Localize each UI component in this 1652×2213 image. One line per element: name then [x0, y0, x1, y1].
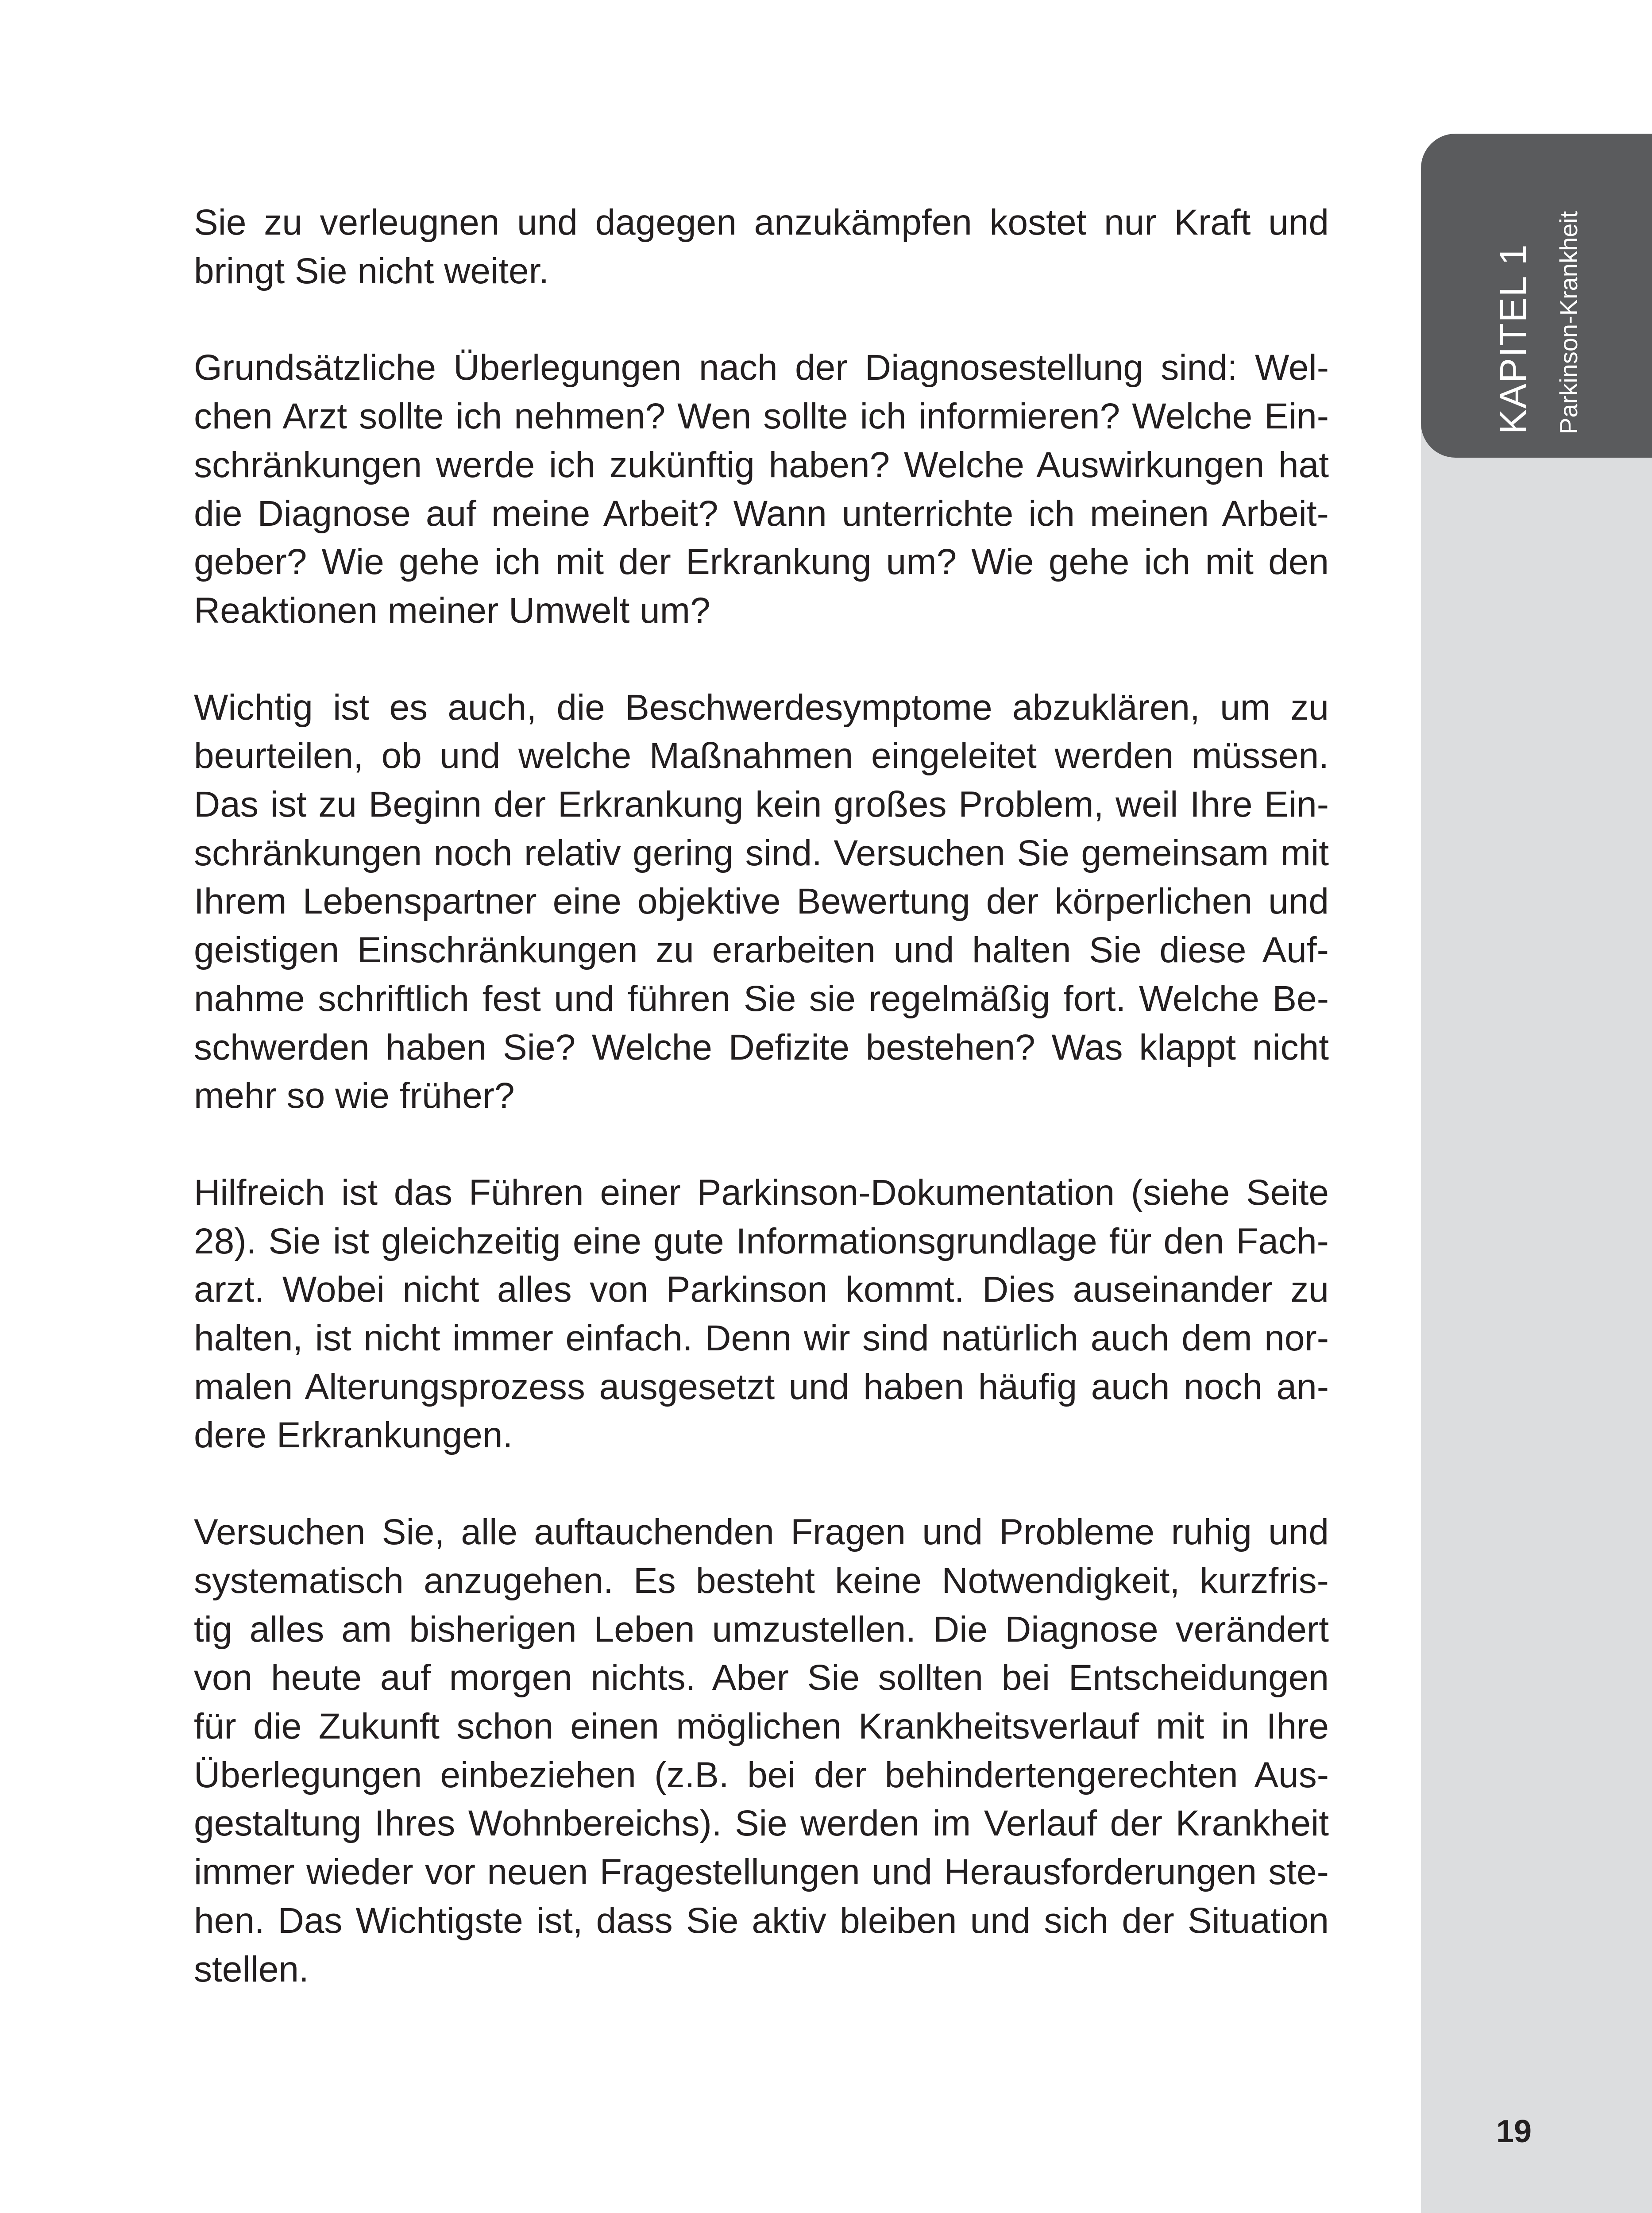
text-line: Wichtig ist es auch, die Beschwerdesymptome abzuklären, um zu — [194, 687, 1329, 728]
text-line: malen Alterungsprozess ausgesetzt und haben häufig auch noch an- — [194, 1366, 1329, 1407]
paragraph-1 — [194, 198, 1329, 295]
text-line: von heute auf morgen nichts. Aber Sie sollten bei Entscheidungen — [194, 1658, 1329, 1698]
chapter-side-tab — [1421, 134, 1652, 2213]
text-line: schwerden haben Sie? Welche Defizite bestehen? Was klappt nicht — [194, 1027, 1329, 1068]
text-line: hen. Das Wichtigste ist, dass Sie aktiv bleiben und sich der Situation — [194, 1900, 1329, 1941]
paragraph-5 — [194, 1508, 1329, 1993]
text-line: nahme schriftlich fest und führen Sie sie regelmäßig fort. Welche Be- — [194, 978, 1329, 1019]
text-line: Reaktionen meiner Umwelt um? — [194, 590, 710, 631]
chapter-subtitle: Parkinson-Krankheit — [1555, 211, 1583, 434]
text-line: Sie zu verleugnen und dagegen anzukämpfen kostet nur Kraft und — [194, 202, 1329, 243]
text-line: halten, ist nicht immer einfach. Denn wir sind natürlich auch dem nor- — [194, 1318, 1329, 1359]
text-line: gestaltung Ihres Wohnbereichs). Sie werden im Verlauf der Krankheit — [194, 1803, 1329, 1844]
text-line: dere Erkrankungen. — [194, 1415, 513, 1456]
text-line: Hilfreich ist das Führen einer Parkinson-Dokumentation (siehe Seite — [194, 1172, 1329, 1213]
chapter-marker — [1421, 134, 1652, 458]
page-number: 19 — [1496, 2114, 1532, 2149]
text-line: die Diagnose auf meine Arbeit? Wann unterrichte ich meinen Arbeit- — [194, 493, 1329, 534]
chapter-label: KAPITEL 1 — [1492, 243, 1534, 434]
text-line: beurteilen, ob und welche Maßnahmen eingeleitet werden müssen. — [194, 736, 1329, 776]
paragraph-2 — [194, 343, 1329, 635]
text-line: chen Arzt sollte ich nehmen? Wen sollte ich informieren? Welche Ein- — [194, 396, 1329, 437]
paragraph-4 — [194, 1168, 1329, 1460]
text-line: schränkungen noch relativ gering sind. Versuchen Sie gemeinsam mit — [194, 833, 1329, 873]
text-line: Versuchen Sie, alle auftauchenden Fragen und Probleme ruhig und — [194, 1512, 1329, 1553]
text-line: für die Zukunft schon einen möglichen Krankheitsverlauf mit in Ihre — [194, 1706, 1329, 1746]
text-line: Ihrem Lebenspartner eine objektive Bewertung der körperlichen und — [194, 881, 1329, 922]
text-line: Das ist zu Beginn der Erkrankung kein großes Problem, weil Ihre Ein- — [194, 784, 1329, 825]
text-line: Grundsätzliche Überlegungen nach der Diagnosestellung sind: Wel- — [194, 347, 1329, 388]
text-line: mehr so wie früher? — [194, 1076, 515, 1116]
text-line: systematisch anzugehen. Es besteht keine Notwendigkeit, kurzfris- — [194, 1560, 1329, 1601]
text-line: bringt Sie nicht weiter. — [194, 251, 549, 291]
text-line: schränkungen werde ich zukünftig haben? Welche Auswirkungen hat — [194, 444, 1329, 485]
text-line: tig alles am bisherigen Leben umzustellen. Die Diagnose verändert — [194, 1609, 1329, 1650]
body-text — [194, 198, 1329, 2042]
text-line: arzt. Wobei nicht alles von Parkinson kommt. Dies auseinander zu — [194, 1269, 1329, 1310]
text-line: stellen. — [194, 1949, 309, 1989]
text-line: geber? Wie gehe ich mit der Erkrankung um? Wie gehe ich mit den — [194, 542, 1329, 582]
text-line: Überlegungen einbeziehen (z.B. bei der behindertengerechten Aus- — [194, 1754, 1329, 1795]
text-line: 28). Sie ist gleichzeitig eine gute Informationsgrundlage für den Fach- — [194, 1221, 1329, 1261]
text-line: geistigen Einschränkungen zu erarbeiten und halten Sie diese Auf- — [194, 930, 1329, 971]
paragraph-3 — [194, 683, 1329, 1120]
text-line: immer wieder vor neuen Fragestellungen und Herausforderungen ste- — [194, 1852, 1329, 1893]
